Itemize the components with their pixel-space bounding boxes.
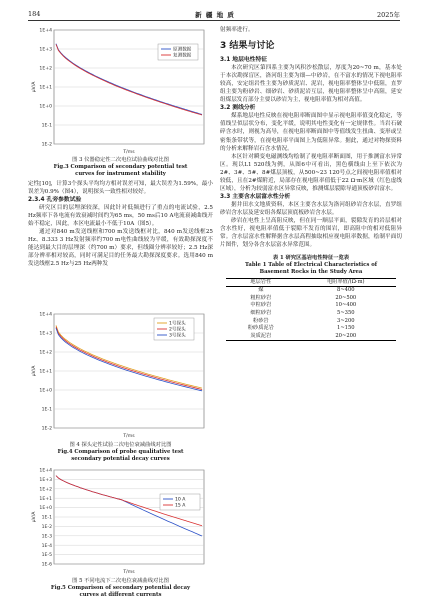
table-header-row	[226, 278, 396, 287]
paragraph: 本区针对瞬变电磁测线均绘制了视电阻率断面图，用于推测富水异常区。现以L1 520线为例，从图6中可看出，黑色横线由上至下依次为2#、3#、5#、8#煤层顶板，从500~23 120号点之间视电阻率值相对较低，且在2#煤附近，局部存在视电阻率值低于22 Ω·m区域（红色虚线区域），分析为较弱富水区异常反映，推测煤层裂隙导通顶板砂岩富水。	[220, 153, 402, 192]
fig3-caption-en-1: Fig.3 Comparison of secondary potential test	[53, 163, 188, 170]
table-cell: 炭质泥岩	[226, 333, 296, 341]
section-heading-3-1: 3.1 地层电性特征	[220, 57, 268, 64]
journal-year: 2025年	[376, 11, 400, 19]
y-tick-label: 1E-4	[41, 543, 52, 549]
fig5-caption-cn: 图 5 不同电流下二次电位衰减曲线对比图	[72, 578, 169, 584]
y-tick-label: 1E-3	[41, 534, 52, 540]
paragraph: 本次研究区第四系主要为风积沙松散层，厚度为20~70 m，基本处于本次勘探盲区，洛河组主要为细—中砂岩，在不富水的情况下视电阻率较高，安定组岩性主要为砂质泥岩、泥岩，视电阻率整体呈中低阻，直罗组主要为粉砂岩、细砂岩、砂质泥岩互层，视电阻率整体呈中高阻，延安组煤层发育部分主要以砂岩为主，视电阻率值为相对高值。	[220, 65, 402, 104]
table1-title-en-2: Basement Rocks in the Study Area	[259, 268, 363, 275]
y-tick-label: 1E+4	[39, 468, 52, 474]
y-axis-label: μV/A	[32, 511, 37, 523]
table-cell: 10~400	[335, 302, 357, 309]
y-tick-label: 1E+4	[39, 312, 52, 318]
table-cell: 煤	[258, 287, 264, 294]
y-tick-label: 1E+3	[39, 47, 52, 53]
table-cell: 粉砂质泥岩	[247, 325, 274, 332]
table-cell: 细粒砂岩	[250, 309, 272, 316]
y-tick-label: 1E-1	[41, 515, 52, 521]
y-tick-label: 1E-2	[41, 525, 52, 530]
left-text-block	[28, 180, 213, 269]
y-tick-label: 1E-1	[41, 123, 52, 129]
fig4-caption-en-1: Fig.4 Comparison of probe qualitative test	[57, 448, 184, 455]
y-axis-label: μV/A	[32, 81, 37, 93]
paragraph: 砂岩在电性上呈高阻反映，但在同一顺层平面，裂隙发育的岩层相对含水性好，视电阻率值低于裂隙不发育的围岩，即高阻中的相对低阻异常。含水层富水性解释据含水层高程抽取相应视电阻率数据，绘制平面切片图件，划分各含水层富水异常范围。	[220, 217, 402, 249]
table-cell: 1~150	[337, 325, 355, 332]
y-tick-label: 1E+0	[39, 506, 52, 512]
y-tick-label: 1E+1	[39, 369, 52, 375]
table-cell: 粗粒砂岩	[250, 294, 272, 301]
table-cell: 20~500	[335, 294, 357, 301]
section-heading-3-2: 3.2 测线分析	[220, 105, 256, 112]
table-row	[226, 318, 396, 326]
table-cell: 中粒砂岩	[250, 302, 272, 309]
legend-label: 15 A	[175, 503, 186, 509]
fig5-chart	[30, 464, 212, 576]
paragraph: 定性[10]，计算3个探头平均均方相对误差可知，最大误差为1.59%，最小误差为0.9%（图4），说明探头一致性相对较好。	[28, 181, 213, 196]
x-axis-label: T/ms	[123, 434, 135, 439]
table-cell: 粉砂岩	[253, 317, 269, 324]
legend-label: 原测数据	[173, 47, 192, 53]
section-heading-2-3-4: 2.3.4 孔旁参数试验	[28, 197, 82, 204]
table-row	[226, 287, 396, 295]
fig4-chart	[30, 308, 212, 440]
y-tick-label: 1E-6	[41, 562, 52, 568]
journal-name: 新 疆 地 质	[195, 11, 235, 19]
y-tick-label: 1E-5	[41, 553, 52, 559]
y-tick-label: 1E+3	[39, 331, 52, 337]
legend-label: 10 A	[175, 497, 186, 503]
x-axis-label: T/ms	[123, 570, 135, 575]
section-heading-3-3: 3.3 主要含水层富水性分析	[220, 193, 291, 200]
legend-label: 2号探头	[169, 327, 186, 333]
header-rule	[28, 20, 400, 21]
y-tick-label: 1E+3	[39, 478, 52, 483]
fig4-caption-en-2: secondary potential decay curves	[71, 455, 170, 462]
table-cell: 3~200	[337, 317, 355, 324]
fig3-caption-en-2: curves for instrument stability	[75, 170, 166, 177]
paragraph: 射频率进行。	[220, 27, 254, 33]
fig4-caption-cn: 图 4 探头定性试验二次电位衰减曲线对比图	[69, 442, 172, 448]
table-row	[226, 333, 396, 341]
legend-label: 1号探头	[169, 321, 186, 327]
section-heading-3: 3 结果与讨论	[220, 41, 275, 52]
y-tick-label: 1E+1	[39, 85, 52, 91]
fig3-chart	[30, 24, 212, 156]
paragraph: 煤系地层电性反映在视电阻率断面图中显示视电阻率值变化稳定，等值线呈似层状分布，变化平缓，说明其电性变化有一定规律性。当岩石破碎含水时，则视为高导，在视电阻率断面图中等值线发生扭曲、变形或呈密集条带状等，在视电阻率平面图上为低阻异常。据此，通过对物探资料的分析来解释岩石含水情况。	[220, 113, 402, 152]
table-header-cell: 地层岩性	[226, 278, 296, 287]
table-row	[226, 325, 396, 333]
fig5-caption-en-2: curves at different currents	[79, 591, 162, 598]
table-cell: 20~200	[296, 333, 396, 341]
table1	[226, 278, 396, 342]
table-header-cell: 电阻率值/(Ω·m)	[296, 278, 396, 287]
x-axis-label: T/ms	[123, 150, 135, 155]
table1-title-en-1: Table 1 Table of Electrical Characteristics of	[244, 261, 378, 268]
right-text-block	[220, 26, 402, 341]
table-cell: 8~400	[337, 287, 355, 294]
table-row	[226, 302, 396, 310]
paragraph: 研究区目的层埋深较深，因此针对低频进行了重点的电流试验，2.5 Hz频率下各电流有效衰减时间约为65 ms，50 ms后10 A电流衰减曲线开始不稳定，因此，本区电流最小不低于10A（图5）。	[28, 205, 213, 228]
fig5-caption-en-1: Fig.5 Comparison of secondary potential decay	[50, 584, 191, 591]
y-tick-label: 1E+4	[39, 28, 52, 34]
paragraph: 通过对840 m发送线框和700 m发送线框对比，840 m发送线框25 Hz、8.333 3 Hz发射频率约700 m电性曲线较为平缓，有效勘探深度不能达到最大目的层埋深（约700 m）要求，但线圈分辨率较好；2.5 Hz深部分辨率相对较高，同时可满足目的任务最大勘探深度要求。选用840 m发送线框2.5 Hz与25 Hz两种发	[28, 229, 213, 268]
table-cell: 5~350	[337, 309, 355, 316]
y-tick-label: 1E+2	[39, 66, 52, 72]
y-tick-label: 1E+0	[39, 388, 52, 394]
fig3-caption-cn: 图 3 仪器稳定性二次电位试验曲线对比图	[72, 157, 169, 163]
table1-title-cn: 表 1 研究区基岩电性特征一览表	[272, 255, 350, 262]
table1-title	[220, 255, 402, 275]
y-tick-label: 1E+2	[39, 350, 52, 356]
legend-label: 3号探头	[169, 333, 186, 339]
y-tick-label: 1E-1	[41, 407, 52, 413]
y-tick-label: 1E+2	[39, 487, 52, 493]
y-axis-label: μV/A	[32, 365, 37, 377]
fig4-caption	[28, 442, 213, 462]
page-number: 184	[28, 10, 41, 18]
legend-label: 复测数据	[173, 53, 192, 59]
paragraph: 据井田水文地质资料，本区主要含水层为洛河组砂岩含水层，直罗组砂岩含水层及延安组各煤层顶底板砂岩含水层。	[220, 201, 402, 216]
y-tick-label: 1E+1	[39, 496, 52, 502]
y-tick-label: 1E+0	[39, 104, 52, 110]
fig3-caption	[28, 157, 213, 177]
fig5-caption	[28, 578, 213, 598]
table-row	[226, 310, 396, 318]
y-tick-label: 1E-2	[41, 142, 52, 148]
y-tick-label: 1E-2	[41, 426, 52, 432]
